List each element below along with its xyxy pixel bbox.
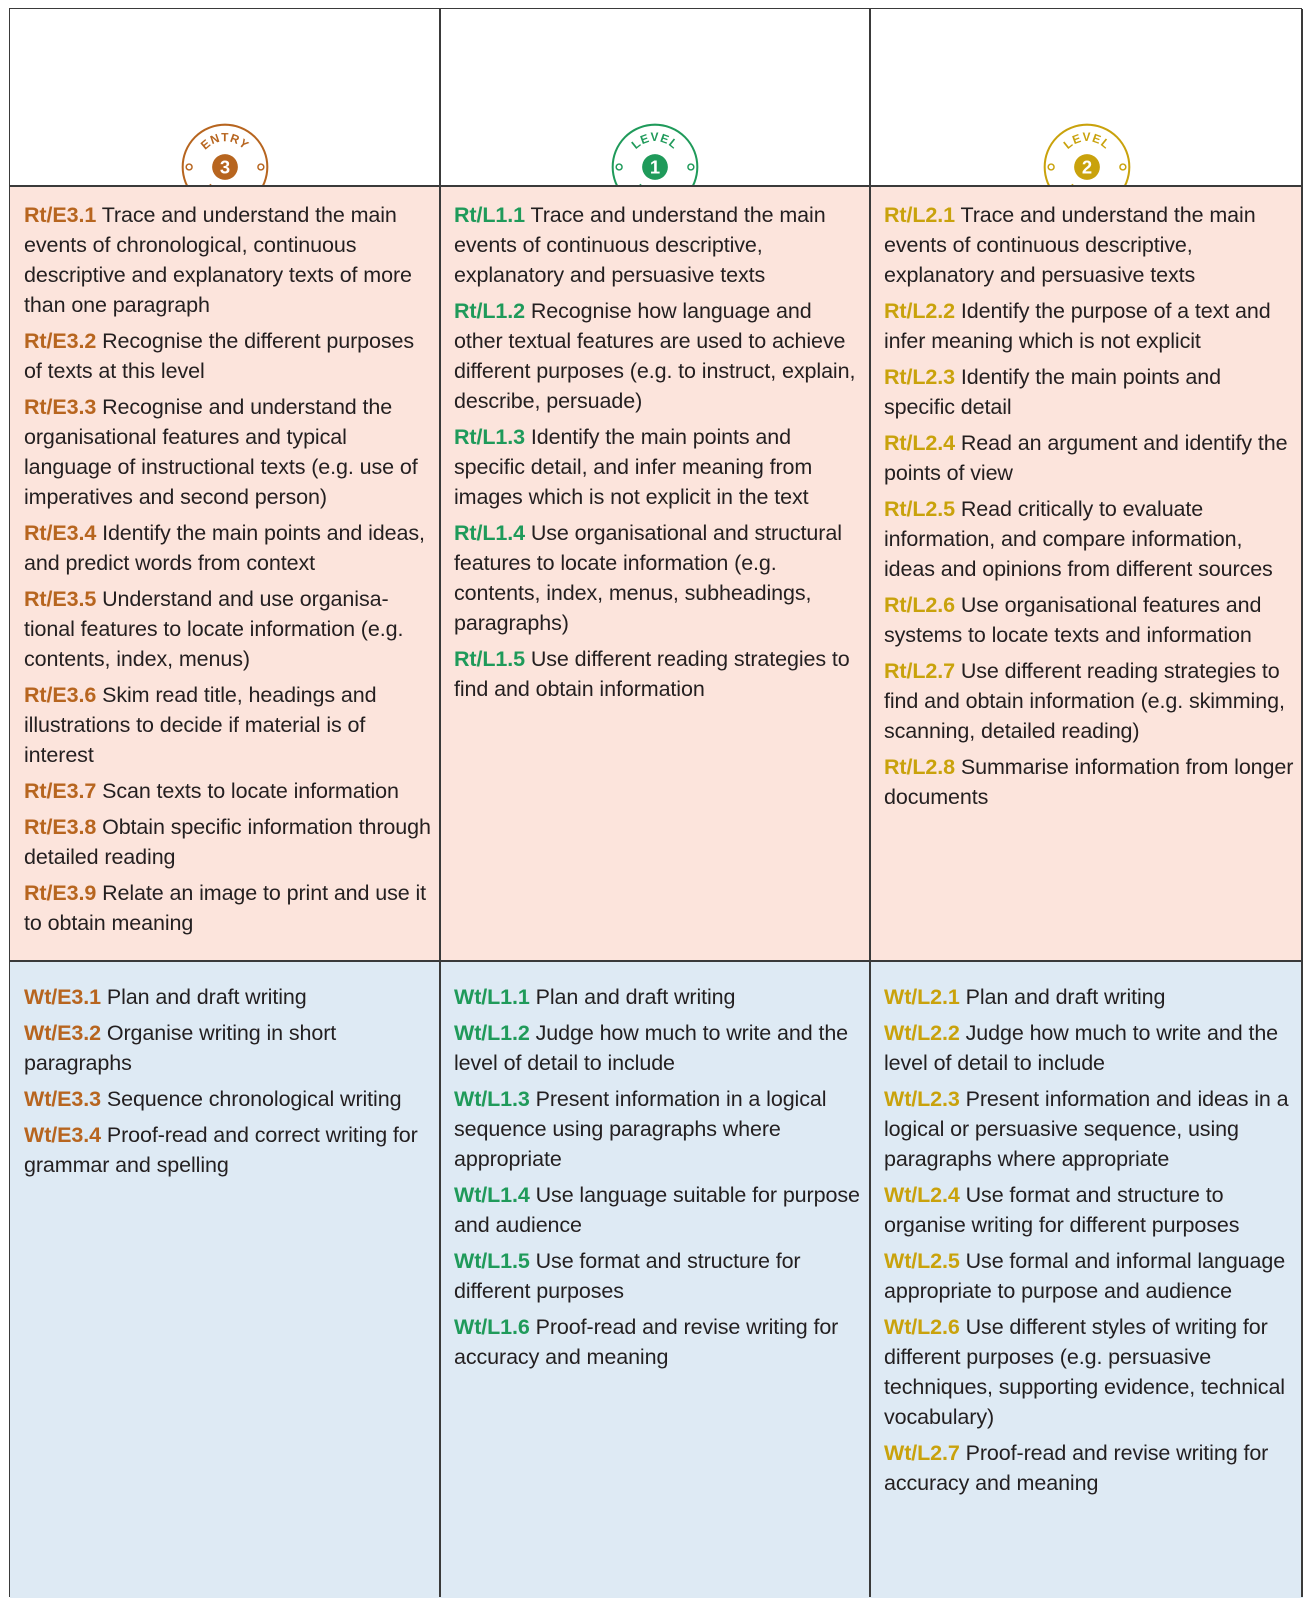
outcome-code: Rt/E3.6 — [24, 683, 97, 707]
writing-list-entry-3 — [24, 982, 432, 1186]
reading-outcome — [24, 392, 432, 512]
outcome-text: Use different reading strategies to find and obtain information — [454, 647, 850, 701]
outcome-text: Use different reading strategies to find and obtain information (e.g. skimming, scanning, detailed reading) — [884, 659, 1285, 743]
reading-outcome — [24, 812, 432, 872]
outcome-text: Judge how much to write and the level of detail to include — [884, 1021, 1279, 1075]
outcome-code: Wt/L2.3 — [884, 1087, 960, 1111]
writing-cell-entry-3 — [10, 961, 440, 1598]
reading-outcome — [884, 752, 1295, 812]
header-cell-level-2 — [870, 9, 1303, 186]
outcome-text: Relate an image to print and use it to obtain meaning — [24, 881, 427, 935]
outcome-text: Proof-read and revise writing for accuracy and meaning — [884, 1441, 1269, 1495]
column-divider — [439, 9, 441, 1597]
outcome-code: Wt/L2.7 — [884, 1441, 960, 1465]
writing-outcome — [884, 1084, 1295, 1174]
outcome-text: Present information in a logical sequence using paragraphs where appropriate — [454, 1087, 827, 1171]
outcome-text: Use organisational and structural features to locate information (e.g. contents, index, menus, subheadings, paragraphs) — [454, 521, 842, 635]
writing-outcome — [454, 982, 862, 1012]
outcome-text: Proof-read and revise writing for accuracy and meaning — [454, 1315, 839, 1369]
reading-outcome — [884, 200, 1295, 290]
writing-outcome — [884, 1246, 1295, 1306]
column-divider — [869, 9, 871, 1597]
outcome-text: Plan and draft writing — [959, 985, 1166, 1009]
row-divider — [10, 960, 1302, 962]
outcome-text: Identify the main points and ideas, and predict words from context — [24, 521, 425, 575]
reading-outcome — [24, 200, 432, 320]
writing-outcome — [454, 1084, 862, 1174]
reading-outcome — [884, 296, 1295, 356]
outcome-text: Use format and structure to organise writing for different purposes — [884, 1183, 1240, 1237]
outcome-text: Skim read title, headings and illustrations to decide if material is of interest — [24, 683, 377, 767]
outcome-code: Wt/E3.4 — [24, 1123, 101, 1147]
reading-cell-level-2 — [870, 186, 1303, 961]
outcome-code: Rt/L2.7 — [884, 659, 955, 683]
outcome-code: Wt/L1.4 — [454, 1183, 530, 1207]
outcome-text: Judge how much to write and the level of detail to include — [454, 1021, 849, 1075]
row-divider — [10, 185, 1302, 187]
outcome-code: Rt/L2.8 — [884, 755, 955, 779]
reading-outcome — [884, 590, 1295, 650]
outcome-code: Wt/E3.3 — [24, 1087, 101, 1111]
writing-list-level-1 — [454, 982, 862, 1378]
outcome-code: Rt/L1.4 — [454, 521, 525, 545]
reading-outcome — [454, 644, 862, 704]
outcome-code: Rt/L2.4 — [884, 431, 955, 455]
curriculum-table — [9, 8, 1302, 1597]
outcome-code: Rt/E3.5 — [24, 587, 97, 611]
outcome-text: Read an argument and identify the points of view — [884, 431, 1288, 485]
outcome-code: Wt/L1.2 — [454, 1021, 530, 1045]
outcome-text: Identify the main points and specific detail, and infer meaning from images which is not explicit in the text — [454, 425, 813, 509]
outcome-code: Rt/L1.2 — [454, 299, 525, 323]
outcome-text: Identify the purpose of a text and infer meaning which is not explicit — [884, 299, 1271, 353]
outcome-code: Wt/E3.1 — [24, 985, 101, 1009]
outcome-text: Use format and structure for different purposes — [454, 1249, 801, 1303]
outcome-text: Use organisational features and systems to locate texts and information — [884, 593, 1262, 647]
reading-list-entry-3 — [24, 200, 432, 944]
badge-number: 1 — [649, 156, 661, 178]
writing-outcome — [454, 1180, 862, 1240]
outcome-text: Sequence chronological writing — [100, 1087, 402, 1111]
outcome-code: Rt/L1.3 — [454, 425, 525, 449]
reading-outcome — [884, 494, 1295, 584]
writing-outcome — [884, 1180, 1295, 1240]
writing-outcome — [884, 1312, 1295, 1432]
reading-outcome — [24, 680, 432, 770]
writing-outcome — [24, 1120, 432, 1180]
reading-list-level-2 — [884, 200, 1295, 818]
outcome-code: Rt/E3.8 — [24, 815, 97, 839]
writing-outcome — [454, 1312, 862, 1372]
outcome-text: Trace and understand the main events of chronological, continuous descriptive and explanatory texts of more than one paragraph — [24, 203, 412, 317]
reading-outcome — [24, 776, 432, 806]
outcome-code: Rt/E3.9 — [24, 881, 97, 905]
outcome-code: Rt/E3.1 — [24, 203, 97, 227]
writing-outcome — [454, 1246, 862, 1306]
outcome-code: Rt/L2.5 — [884, 497, 955, 521]
badge-number: 3 — [219, 156, 231, 178]
outcome-code: Wt/L1.6 — [454, 1315, 530, 1339]
outcome-text: Recognise and understand the organisational features and typical language of instructional texts (e.g. use of imperatives and second person) — [24, 395, 418, 509]
outcome-code: Rt/L1.5 — [454, 647, 525, 671]
reading-outcome — [454, 296, 862, 416]
writing-cell-level-2 — [870, 961, 1303, 1598]
writing-cell-level-1 — [440, 961, 870, 1598]
outcome-text: Proof-read and correct writing for grammar and spelling — [24, 1123, 418, 1177]
badge-top-label: LEVEL — [628, 130, 682, 152]
outcome-code: Rt/E3.4 — [24, 521, 97, 545]
reading-outcome — [454, 422, 862, 512]
reading-list-level-1 — [454, 200, 862, 710]
badge-number: 2 — [1081, 156, 1092, 178]
outcome-text: Read critically to evaluate information, and compare information, ideas and opinions from different sources — [884, 497, 1273, 581]
writing-outcome — [24, 1084, 432, 1114]
outcome-code: Wt/L1.3 — [454, 1087, 530, 1111]
outcome-text: Trace and understand the main events of continuous descriptive, explanatory and persuasive texts — [884, 203, 1256, 287]
outcome-text: Understand and use organisa-tional features to locate information (e.g. contents, index, menus) — [24, 587, 404, 671]
header-cell-entry-3 — [10, 9, 440, 186]
reading-outcome — [884, 656, 1295, 746]
outcome-text: Trace and understand the main events of continuous descriptive, explanatory and persuasive texts — [454, 203, 826, 287]
outcome-code: Rt/L2.2 — [884, 299, 955, 323]
outcome-text: Recognise the different purposes of texts at this level — [24, 329, 415, 383]
outcome-code: Wt/E3.2 — [24, 1021, 101, 1045]
outcome-code: Rt/E3.3 — [24, 395, 97, 419]
outcome-code: Wt/L1.1 — [454, 985, 530, 1009]
writing-outcome — [884, 1018, 1295, 1078]
outcome-text: Obtain specific information through detailed reading — [24, 815, 431, 869]
writing-outcome — [24, 1018, 432, 1078]
outcome-code: Wt/L2.4 — [884, 1183, 960, 1207]
outcome-code: Rt/L2.1 — [884, 203, 955, 227]
header-cell-level-1 — [440, 9, 870, 186]
reading-outcome — [884, 428, 1295, 488]
column-divider — [1301, 9, 1303, 1597]
outcome-code: Wt/L2.2 — [884, 1021, 960, 1045]
outcome-code: Rt/L1.1 — [454, 203, 525, 227]
badge-top-label: ENTRY — [198, 130, 252, 153]
outcome-text: Use language suitable for purpose and audience — [454, 1183, 860, 1237]
outcome-code: Rt/E3.2 — [24, 329, 97, 353]
reading-cell-level-1 — [440, 186, 870, 961]
reading-cell-entry-3 — [10, 186, 440, 961]
outcome-text: Scan texts to locate information — [96, 779, 399, 803]
reading-outcome — [24, 584, 432, 674]
reading-outcome — [24, 878, 432, 938]
writing-outcome — [454, 1018, 862, 1078]
writing-outcome — [884, 1438, 1295, 1498]
outcome-code: Wt/L1.5 — [454, 1249, 530, 1273]
outcome-text: Summarise information from longer documents — [884, 755, 1294, 809]
outcome-code: Rt/L2.3 — [884, 365, 955, 389]
outcome-text: Identify the main points and specific detail — [884, 365, 1222, 419]
outcome-code: Wt/L2.5 — [884, 1249, 960, 1273]
outcome-code: Wt/L2.6 — [884, 1315, 960, 1339]
outcome-code: Rt/E3.7 — [24, 779, 97, 803]
reading-outcome — [24, 518, 432, 578]
writing-outcome — [884, 982, 1295, 1012]
reading-outcome — [24, 326, 432, 386]
outcome-text: Use different styles of writing for different purposes (e.g. persuasive techniques, supporting evidence, technical vocabulary) — [884, 1315, 1285, 1429]
outcome-text: Plan and draft writing — [100, 985, 307, 1009]
outcome-text: Present information and ideas in a logical or persuasive sequence, using paragraphs where appropriate — [884, 1087, 1289, 1171]
outcome-code: Rt/L2.6 — [884, 593, 955, 617]
outcome-text: Plan and draft writing — [529, 985, 736, 1009]
outcome-text: Organise writing in short paragraphs — [24, 1021, 337, 1075]
outcome-text: Recognise how language and other textual features are used to achieve different purposes (e.g. to instruct, explain, describe, persuade) — [454, 299, 856, 413]
outcome-code: Wt/L2.1 — [884, 985, 960, 1009]
outcome-text: Use formal and informal language appropriate to purpose and audience — [884, 1249, 1286, 1303]
reading-outcome — [884, 362, 1295, 422]
writing-outcome — [24, 982, 432, 1012]
writing-list-level-2 — [884, 982, 1295, 1504]
reading-outcome — [454, 200, 862, 290]
badge-top-label: LEVEL — [1060, 130, 1113, 152]
reading-outcome — [454, 518, 862, 638]
